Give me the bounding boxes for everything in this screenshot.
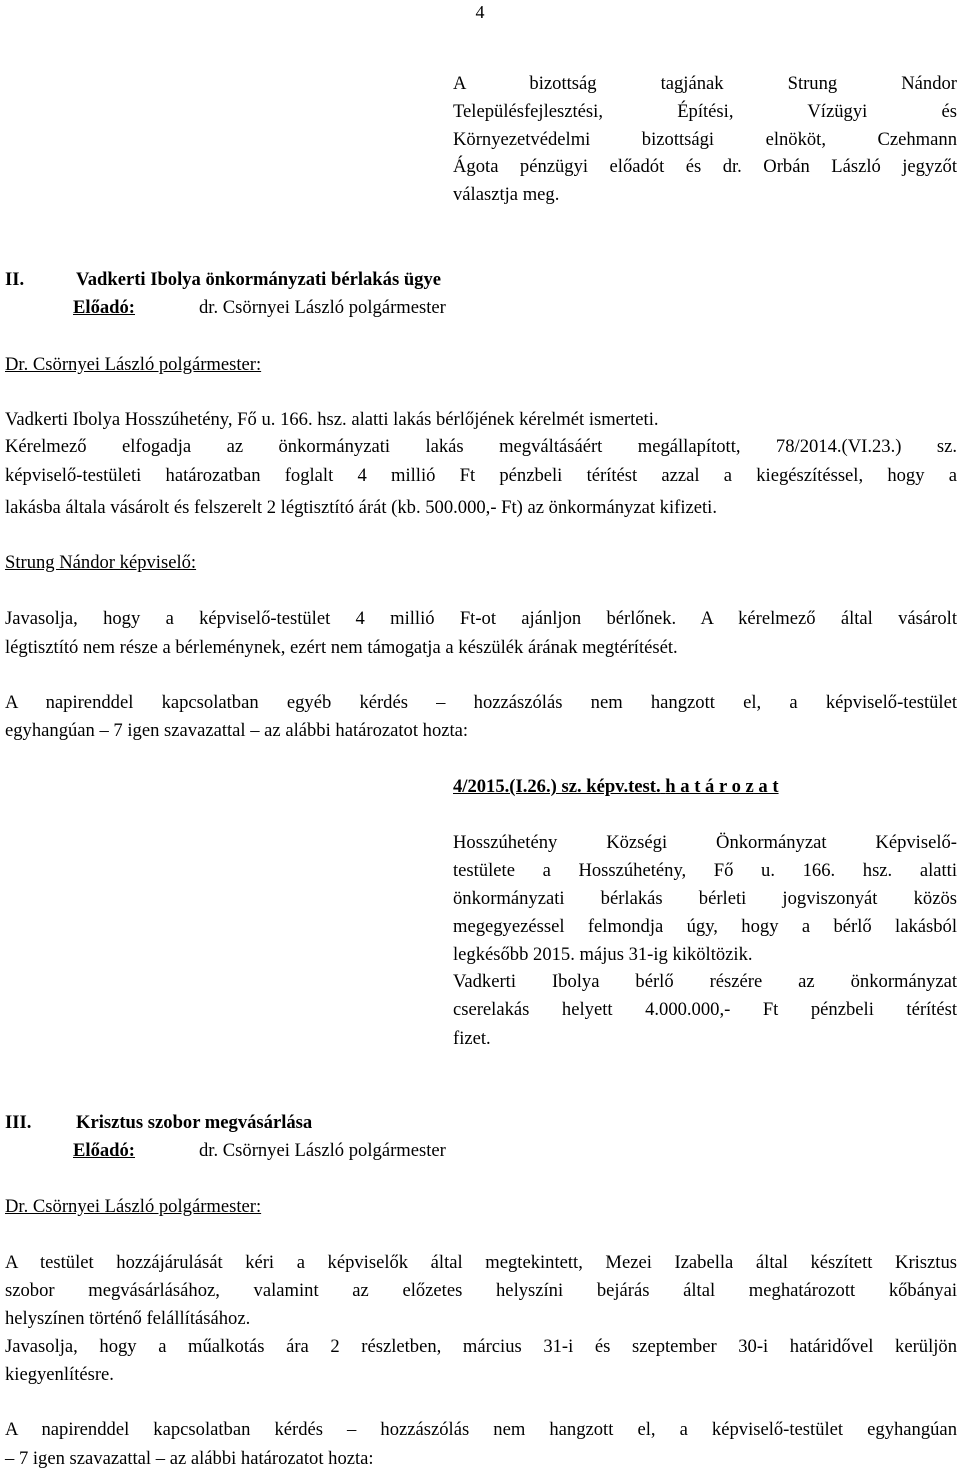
resolution-line: legkésőbb 2015. május 31-ig kiköltözik.: [453, 944, 753, 965]
section2-para2-line: Javasolja, hogy a képviselő-testület 4 millió Ft-ot ajánljon bérlőnek. A kérelmező által vásárolt: [5, 608, 957, 629]
section3-speaker1: Dr. Csörnyei László polgármester:: [5, 1196, 262, 1217]
resolution-line: cserelakás helyett 4.000.000,- Ft pénzbeli térítést: [453, 999, 957, 1020]
section3-para2-line: kiegyenlítésre.: [5, 1364, 114, 1385]
section2-number: II.: [5, 269, 25, 290]
resolution-number: 4/2015.(I.26.) sz. képv.test.: [453, 776, 661, 797]
section3-number: III.: [5, 1112, 32, 1133]
section3-para3-line: – 7 igen szavazattal – az alábbi határozatot hozta:: [5, 1448, 374, 1469]
resolution-line: testülete a Hosszúhetény, Fő u. 166. hsz. alatti: [453, 860, 957, 881]
section3-para1-line: helyszínen történő felállításához.: [5, 1308, 251, 1329]
section2-para1-line: Kérelmező elfogadja az önkormányzati lakás megváltásáért megállapított, 78/2014.(VI.23.) sz.: [5, 436, 957, 457]
resolution-line: önkormányzati bérlakás bérleti jogviszonyát közös: [453, 888, 957, 909]
block1-line: Környezetvédelmi bizottsági elnököt, Czehmann: [453, 129, 957, 150]
section2-para2-line: légtisztító nem része a bérleménynek, ezért nem támogatja a készülék árának megtérítését.: [5, 637, 678, 658]
block1-line: választja meg.: [453, 184, 560, 205]
block1-line: Településfejlesztési, Építési, Vízügyi és: [453, 101, 957, 122]
section2-para3-line: egyhangúan – 7 igen szavazattal – az alábbi határozatot hozta:: [5, 720, 469, 741]
section3-presenter-label: Előadó:: [73, 1140, 135, 1161]
section2-speaker2: Strung Nándor képviselő:: [5, 552, 197, 573]
resolution-heading: [453, 775, 779, 799]
block1-line: Ágota pénzügyi előadót és dr. Orbán László jegyzőt: [453, 156, 957, 177]
resolution-line: Vadkerti Ibolya bérlő részére az önkormányzat: [453, 971, 957, 992]
resolution-line: fizet.: [453, 1028, 491, 1049]
block1-line: A bizottság tagjának Strung Nándor: [453, 73, 957, 94]
section3-title: Krisztus szobor megvásárlása: [76, 1112, 313, 1133]
section2-presenter-label: Előadó:: [73, 297, 135, 318]
section3-para3-line: A napirenddel kapcsolatban kérdés – hozzászólás nem hangzott el, a képviselő-testület egyhangúan: [5, 1419, 957, 1440]
resolution-word: h a t á r o z a t: [665, 776, 779, 797]
section3-para1-line: szobor megvásárlásához, valamint az előzetes helyszíni bejárás által meghatározott kőbányai: [5, 1280, 957, 1301]
section3-presenter-name: dr. Csörnyei László polgármester: [199, 1140, 446, 1161]
resolution-line: megegyezéssel felmondja úgy, hogy a bérlő lakásból: [453, 916, 957, 937]
section2-presenter-name: dr. Csörnyei László polgármester: [199, 297, 446, 318]
section3-para2-line: Javasolja, hogy a műalkotás ára 2 részletben, március 31-i és szeptember 30-i határidővel kerüljön: [5, 1336, 957, 1357]
page-number: 4: [475, 2, 485, 22]
section2-para3-line: A napirenddel kapcsolatban egyéb kérdés – hozzászólás nem hangzott el, a képviselő-testület: [5, 692, 957, 713]
section3-para1-line: A testület hozzájárulását kéri a képviselők által megtekintett, Mezei Izabella által készített Krisztus: [5, 1252, 957, 1273]
resolution-line: Hosszúhetény Községi Önkormányzat Képviselő-: [453, 832, 957, 853]
section2-speaker1: Dr. Csörnyei László polgármester:: [5, 354, 262, 375]
section2-title: Vadkerti Ibolya önkormányzati bérlakás ügye: [76, 269, 442, 290]
section2-para1-line: lakásba általa vásárolt és felszerelt 2 légtisztító árát (kb. 500.000,- Ft) az önkormányzat kifizeti.: [5, 497, 717, 518]
section2-para1-line: Vadkerti Ibolya Hosszúhetény, Fő u. 166. hsz. alatti lakás bérlőjének kérelmét ismerteti.: [5, 409, 659, 430]
section2-para1-line: képviselő-testületi határozatban foglalt 4 millió Ft pénzbeli térítést azzal a kiegészítéssel, hogy a: [5, 465, 957, 486]
